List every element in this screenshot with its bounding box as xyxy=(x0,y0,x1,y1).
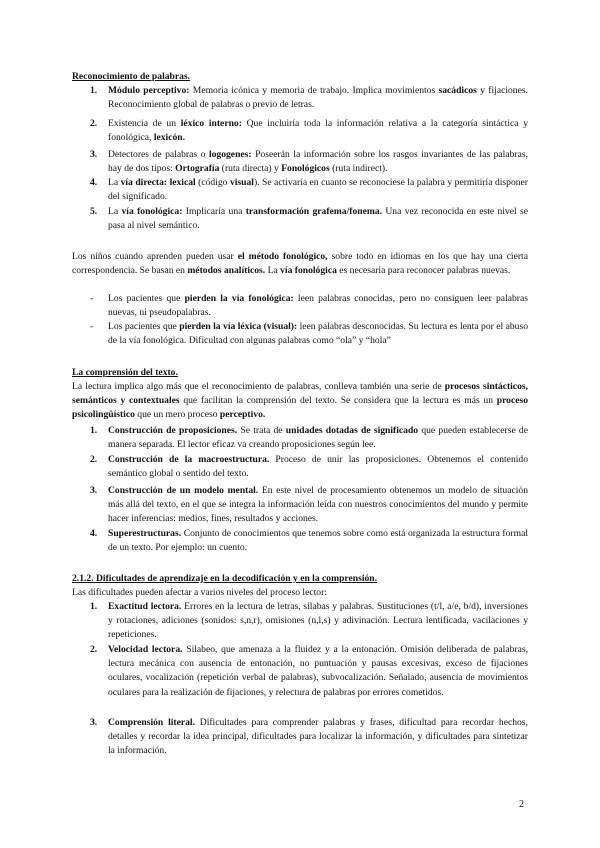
bold-text-run: proceso psicolingüístico xyxy=(72,395,528,421)
text-run: Las dificultades pueden afectar a varios niveles del proceso lector: xyxy=(72,587,327,598)
bold-text-run: pierden la vía fonológica: xyxy=(184,293,294,304)
text-run: (código xyxy=(195,177,230,188)
text-run: Se trata de xyxy=(237,425,286,436)
text-run: Los niños cuando aprenden pueden usar xyxy=(72,251,238,262)
bold-text-run: logogenes: xyxy=(208,149,252,160)
bold-text-run: sacádicos xyxy=(438,85,477,96)
text-run: La xyxy=(108,177,121,188)
text-run: Dificultades para comprender palabras y frases, dificultad para recordar hechos, detalles y recordar la idea principal, dificultades para localizar la información, y dificultades para sintetizar la información. xyxy=(108,717,528,757)
text-run: que pueden establecerse de manera separada. El lector eficaz va creando proposiciones según lee. xyxy=(108,425,528,451)
text-run: ). Se activaría en cuanto se reconociese la palabra y permitiría disponer del significado. xyxy=(108,177,528,203)
text-run: Que incluiría toda la información relativa a la categoría sintáctica y fonológica, xyxy=(108,118,528,144)
section-heading-comprension: La comprensión del texto. xyxy=(72,367,178,378)
text-run: Memoria icónica y memoria de trabajo. Implica movimientos xyxy=(189,85,439,96)
text-run: La xyxy=(265,265,281,277)
bold-text-run: Velocidad lectora. xyxy=(108,644,183,655)
text-run: En este nivel de procesamiento obtenemos un modelo de situación más allá del texto, en el que se integra la información leída con nuestros conocimientos del mundo y permite hacer inferencias: medios, fines, resultados y acciones. xyxy=(108,485,528,525)
bold-text-run: procesos sintácticos, semánticos y contextuales xyxy=(72,381,528,407)
text-run: Silabeo, que amenaza a la fluidez y a la entonación. Omisión deliberada de palabras, lectura mecánica con ausencia de entonación, no puntuación y pausas excesivas, exceso de fijaciones oculares, vocalización (repetición verbal de palabras), subvocalización. Señalado, ausencia de movimientos oculares para la realización de fijaciones, y relectura de palabras por errores cometidos. xyxy=(108,644,528,698)
text-run: Implicaría una xyxy=(182,206,246,217)
text-run: y fijaciones. Reconocimiento global de palabras o previo de letras. xyxy=(108,85,528,111)
bold-text-run: unidades dotadas de significado xyxy=(285,425,419,436)
text-run: es necesaria para reconocer palabras nuevas. xyxy=(336,265,511,277)
document-page: Reconocimiento de palabras. 1. Módulo perceptivo: Memoria icónica y memoria de trabajo. Implica movimientos sacádicos y fijaciones. Reconocimiento global de palabras o previo de letras. 2. Existencia de un léxico interno: Que incluiría toda la información relativa a la categoría sintáctica y fonológica, lexicón. 3. Detectores de palabras o logogenes: Poseerán la información sobre los rasgos invariantes de las palabras, hay de dos tipos: Ortografía (ruta directa) y Fonológicos (ruta indirect). 4. La vía directa: lexical (código visual). Se activaría en cuanto se reconociese la palabra y permitiría disponer del significado. 5. La vía fonológica: Implicaría una transformación grafema/fonema. Una vez reconocida en este nivel se pasa al nivel semántico. Los niños cuando aprenden pueden usar el método fonológico, sobre todo en idiomas en los que hay una cierta correspondencia. Se basan en métodos analíticos. La vía fonológica es necesaria para reconocer palabras nuevas. - Los pacientes que pierden la vía fonológica: leen palabras conocidas, pero no consiguen leer palabras nuevas, ni pseudopalabras. - Los pacientes que pierden la vía léxica (visual): leen palabras desconocidas. Su lectura es lenta por el abuso de la vía fonológica. Dificultad con algunas palabras como “ola” y “hola” La comprensión del texto. La lectura implica algo más que el reconocimiento de palabras, conlleva también una serie de procesos sintácticos, semánticos y contextuales que facilitan la comprensión del texto. Se considera que la lectura es más un proceso psicolingüístico que un mero proceso perceptivo. 1. Construcción de proposiciones. Se trata de unidades dotadas de significado que pueden establecerse de manera separada. El lector eficaz va creando proposiciones según lee. 2. Construcción de la macroestructura. Proceso de unir las proposiciones. Obtenemos el contenido semántico global o sentido del texto. 3. Construcción de un modelo mental. En este nivel de procesamiento obtenemos un modelo de situación más allá del texto, en el que se integra la información leída con nuestros conocimientos del mundo y permite hacer inferencias: medios, fines, resultados y acciones. 4. Superestructuras. Conjunto de conocimientos que tenemos sobre como está organizada la estructura formal de un texto. Por ejemplo: un cuento. 2.1.2. Dificultades de aprendizaje en la decodificación y en la comprensión. Las dificultades pueden afectar a varios niveles del proceso lector: 1. Exactitud lectora. Errores en la lectura de letras, sílabas y palabras. Sustituciones (t/l, a/e, b/d), inversiones y rotaciones, adiciones (sonidos: s,n,r), omisiones (n,l,s) y adivinación. Lectura lentificada, vacilaciones y repeticiones. 2. Velocidad lectora. Silabeo, que amenaza a la fluidez y a la entonación. Omisión deliberada de palabras, lectura mecánica con ausencia de entonación, no puntuación y pausas excesivas, exceso de fijaciones oculares, vocalización (repetición verbal de palabras), subvocalización. Señalado, ausencia de movimientos oculares para la realización de fijaciones, y relectura de palabras por errores cometidos. 3. Comprensión literal. Dificultades para comprender palabras y frases, dificultad para recordar hechos, detalles y recordar la idea principal, dificultades para localizar la información, y dificultades para sintetizar la información. 2 xyxy=(0,0,600,848)
bold-text-run: léxico interno: xyxy=(180,118,242,129)
text-run: Detectores de palabras o xyxy=(108,149,209,160)
paragraph xyxy=(72,586,528,600)
bold-text-run: pierden la vía léxica (visual): xyxy=(179,321,298,332)
text-run: leen palabras desconocidas. Su lectura es lenta por el abuso de la vía fonológica. Dificultad con algunas palabras como “ola” y “hola” xyxy=(108,321,528,347)
page-number: 2 xyxy=(519,799,524,810)
bold-text-run: Construcción de proposiciones. xyxy=(108,425,238,436)
section-heading-dificultades: 2.1.2. Dificultades de aprendizaje en la decodificación y en la comprensión. xyxy=(72,573,378,584)
text-run: (ruta indirect). xyxy=(329,163,388,175)
bold-text-run: transformación grafema/fonema. xyxy=(245,206,383,217)
bold-text-run: vía directa: lexical xyxy=(120,177,196,188)
bold-text-run: métodos analíticos. xyxy=(187,265,266,277)
bold-text-run: Construcción de un modelo mental. xyxy=(108,485,259,496)
text-run: Existencia de un xyxy=(108,118,181,129)
section-heading-reconocimiento: Reconocimiento de palabras. xyxy=(72,71,191,82)
bold-text-run: lexicón. xyxy=(153,132,186,144)
text-run: La xyxy=(108,206,122,217)
bold-text-run: visual xyxy=(229,177,254,188)
text-run: Conjunto de conocimientos que tenemos sobre como está organizada la estructura formal de un texto. Por ejemplo: un cuento. xyxy=(108,528,528,554)
text-run: Una vez reconocida en este nivel se pasa al nivel semántico. xyxy=(108,206,529,232)
text-run: sobre todo en idiomas en los que hay una cierta correspondencia. Se basan en xyxy=(72,251,528,277)
text-run: Los pacientes que xyxy=(108,293,185,304)
bold-text-run: vía fonológica xyxy=(280,265,337,277)
text-run: (ruta directa) y xyxy=(219,163,282,175)
bold-text-run: Exactitud lectora. xyxy=(108,601,182,612)
text-run: que un mero proceso xyxy=(134,409,220,421)
text-run: Los pacientes que xyxy=(108,321,180,332)
bold-text-run: vía fonológica: xyxy=(121,206,183,217)
bold-text-run: perceptivo. xyxy=(219,409,266,421)
text-run: Errores en la lectura de letras, sílabas y palabras. Sustituciones (t/l, a/e, b/d), inversiones y rotaciones, adiciones (sonidos: s,n,r), omisiones (n,l,s) y adivinación. Lectura lentificada, vacilaciones y repeticiones. xyxy=(108,601,528,641)
paragraph xyxy=(72,250,528,278)
bold-text-run: Comprensión literal. xyxy=(108,717,195,728)
text-run: que facilitan la comprensión del texto. Se considera que la lectura es más un xyxy=(179,395,497,407)
bold-text-run: Módulo perceptivo: xyxy=(108,85,190,96)
bold-text-run: Construcción de la macroestructura. xyxy=(108,454,270,465)
text-run: La lectura implica algo más que el reconocimiento de palabras, conlleva también una serie de xyxy=(72,381,445,392)
bold-text-run: Fonológicos xyxy=(281,163,330,175)
bold-text-run: Ortografía xyxy=(175,163,220,175)
bold-text-run: Superestructuras. xyxy=(108,528,182,539)
text-run: Poseerán la información sobre los rasgos invariantes de las palabras, hay de dos tipos: xyxy=(108,149,528,175)
paragraph xyxy=(72,380,528,423)
text-run: Proceso de unir las proposiciones. Obtenemos el contenido semántico global o sentido del texto. xyxy=(108,454,528,480)
bold-text-run: el método fonológico, xyxy=(237,251,328,262)
text-run: leen palabras conocidas, pero no consiguen leer palabras nuevas, ni pseudopalabras. xyxy=(108,293,528,319)
